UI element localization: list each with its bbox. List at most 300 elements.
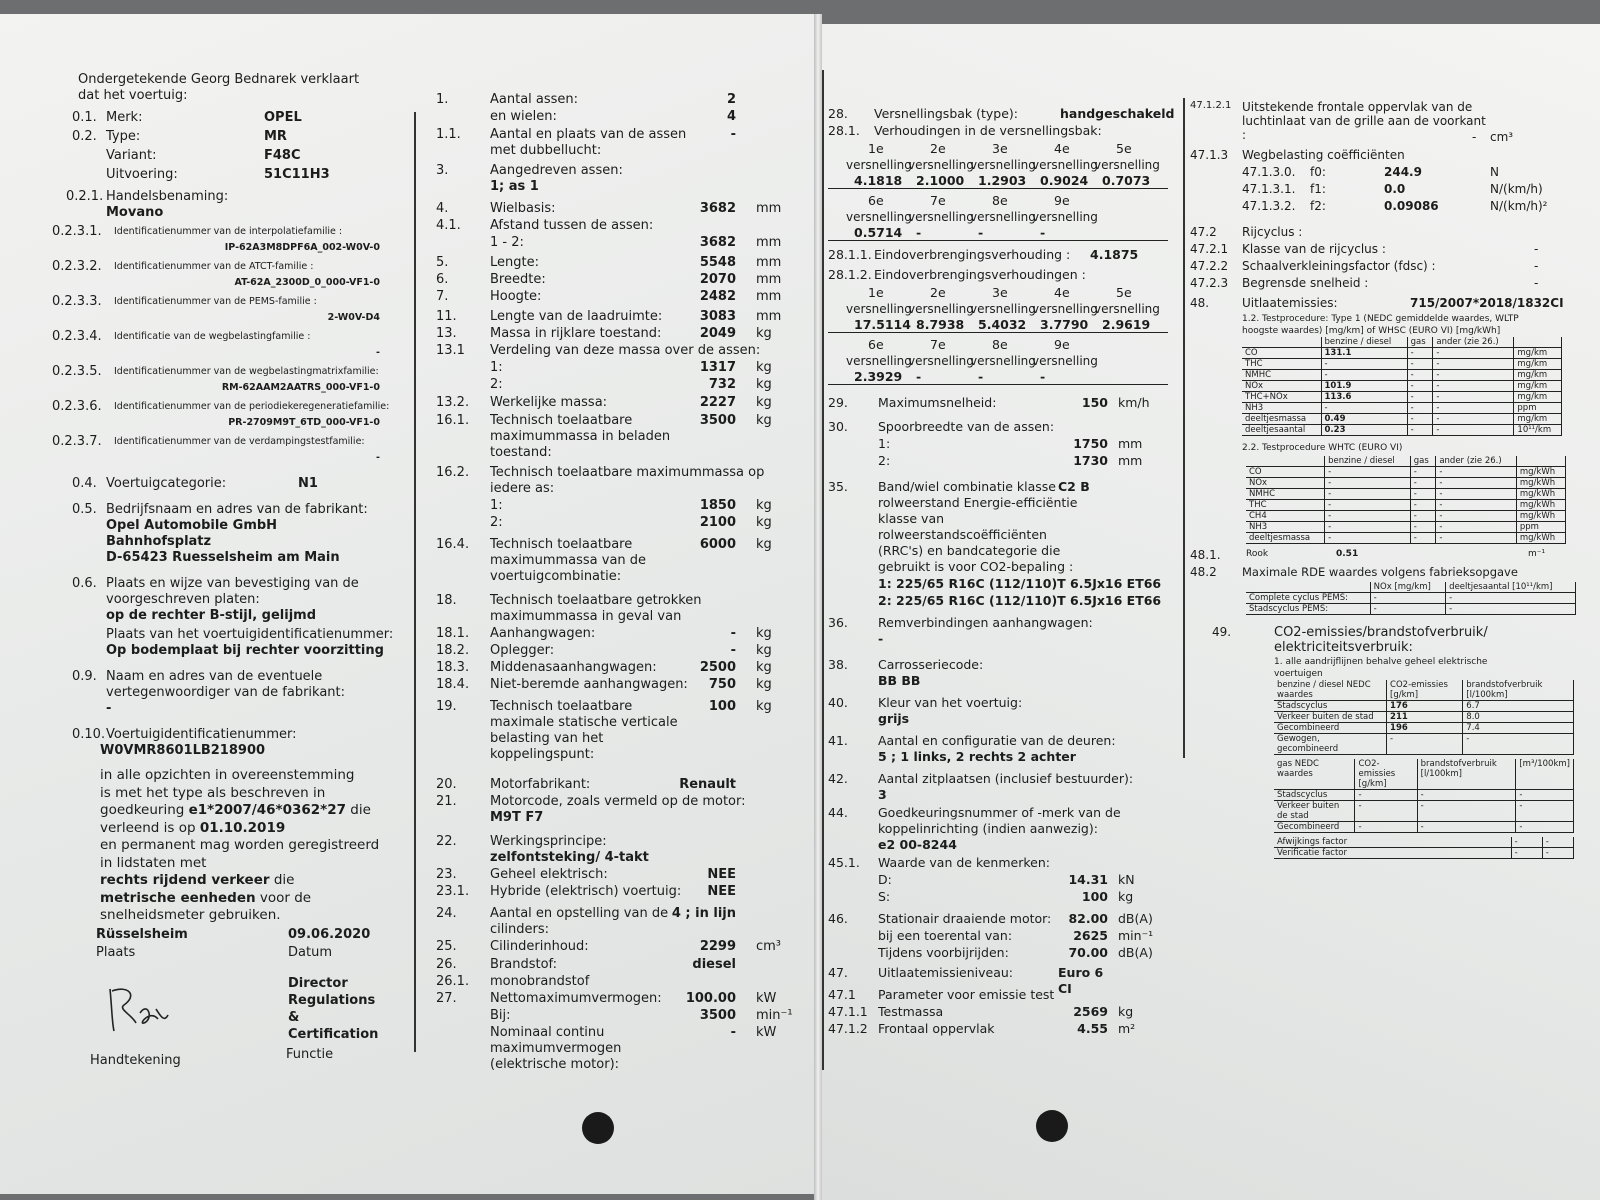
field-value: Opel Automobile GmbH bbox=[106, 518, 278, 533]
table-cell: - bbox=[1321, 359, 1407, 370]
date-label: Datum bbox=[288, 944, 332, 960]
gas-co2-table bbox=[1274, 759, 1574, 833]
spec-label: 1: bbox=[490, 360, 503, 375]
table-cell: - bbox=[1542, 837, 1573, 848]
table-cell: mg/kWh bbox=[1516, 467, 1565, 478]
gear-word: versnelling bbox=[908, 302, 974, 316]
spec-row bbox=[436, 991, 796, 1007]
spec-label: en wielen: bbox=[490, 109, 557, 124]
spec-label: Waarde van de kenmerken: bbox=[878, 855, 1050, 870]
field-label: Voertuigcategorie: bbox=[106, 476, 227, 491]
spec-number: 40. bbox=[828, 695, 848, 710]
table-cell: 10¹¹/km bbox=[1514, 425, 1562, 436]
table-cell: - bbox=[1410, 489, 1436, 500]
table-cell: - bbox=[1516, 822, 1574, 833]
gear-word: versnelling bbox=[846, 158, 912, 172]
spec-value: 2482 bbox=[699, 289, 736, 304]
field-row bbox=[48, 167, 398, 183]
table-cell: Verificatie factor bbox=[1274, 848, 1511, 859]
table-cell: mg/kWh bbox=[1516, 489, 1565, 500]
driving-cycle-row bbox=[1190, 225, 1580, 241]
function-label: Functie bbox=[286, 1046, 334, 1062]
spec-label: Massa in rijklare toestand: bbox=[490, 326, 662, 341]
spec-unit: m² bbox=[1118, 1021, 1136, 1036]
spec-unit: kW bbox=[756, 1025, 777, 1040]
spec-number: 18.3. bbox=[436, 660, 470, 675]
table-cell: - bbox=[1321, 370, 1407, 381]
spec-value: 4 bbox=[726, 109, 736, 124]
signature-block bbox=[48, 975, 398, 1075]
spec-row bbox=[436, 413, 796, 461]
spec-unit: kg bbox=[756, 498, 772, 513]
gear-word: versnelling bbox=[1032, 210, 1098, 224]
spec-number: 18.1. bbox=[436, 626, 470, 641]
table-cell: mg/km bbox=[1514, 414, 1562, 425]
gear-header: 6e bbox=[868, 337, 884, 352]
spec-unit: min⁻¹ bbox=[1118, 928, 1154, 943]
spec-row bbox=[436, 939, 796, 955]
table-header-cell bbox=[1516, 456, 1565, 467]
field-number: 0.2.1. bbox=[66, 189, 104, 204]
spec-row bbox=[436, 109, 796, 125]
spec-value: 100 bbox=[708, 699, 736, 714]
right-column bbox=[828, 106, 1175, 1038]
coefficient-row bbox=[1190, 182, 1580, 198]
spec-value: 2500 bbox=[699, 660, 736, 675]
table-header-cell: brandstofverbruik [l/100km] bbox=[1463, 680, 1574, 701]
spec-value: 3682 bbox=[699, 235, 736, 250]
table-header-cell bbox=[1246, 582, 1370, 593]
field-row bbox=[48, 502, 398, 566]
spec-unit: kg bbox=[1118, 1004, 1134, 1019]
table-row bbox=[1242, 381, 1562, 392]
table-cell: - bbox=[1410, 533, 1436, 544]
table-cell: CH4 bbox=[1246, 511, 1325, 522]
spec-row bbox=[436, 201, 796, 217]
gear-ratio-value: - bbox=[1040, 225, 1046, 240]
spec-row bbox=[436, 699, 796, 763]
spec-number: 3. bbox=[436, 163, 449, 178]
gear-header: 8e bbox=[992, 337, 1008, 352]
spec-number: 29. bbox=[828, 395, 848, 410]
table-cell: - bbox=[1436, 511, 1517, 522]
spec-row bbox=[828, 911, 1168, 927]
spec-row bbox=[436, 626, 796, 642]
gear-header: 1e bbox=[868, 285, 884, 300]
spec-number: 47. bbox=[828, 965, 848, 980]
field-value: IP-62A3M8DPF6A_002-W0V-0 bbox=[224, 242, 380, 253]
table-row bbox=[1246, 522, 1566, 533]
gear-header: 7e bbox=[930, 193, 946, 208]
spec-unit: kg bbox=[756, 677, 772, 692]
table-cell: - bbox=[1446, 593, 1576, 604]
table-cell: - bbox=[1433, 370, 1514, 381]
table-cell: - bbox=[1325, 511, 1411, 522]
spec-row bbox=[828, 1004, 1168, 1020]
field-row bbox=[48, 110, 398, 126]
table-row bbox=[1242, 414, 1562, 425]
spec-row bbox=[828, 987, 1168, 1003]
spec-value: 4.55 bbox=[1077, 1021, 1108, 1036]
spec-row bbox=[436, 218, 796, 234]
table-cell: 6.7 bbox=[1463, 701, 1574, 712]
spec-row bbox=[436, 395, 796, 411]
spec-label: Parameter voor emissie test bbox=[878, 987, 1055, 1002]
spec-value: 2070 bbox=[699, 272, 736, 287]
table-row bbox=[1246, 604, 1576, 615]
spec-label: Kleur van het voertuig: bbox=[878, 695, 1023, 710]
table-cell: - bbox=[1433, 403, 1514, 414]
spec-number: 26.1. bbox=[436, 974, 470, 989]
table-cell: - bbox=[1407, 392, 1433, 403]
spec-unit: mm bbox=[756, 201, 782, 216]
table-header-cell bbox=[1514, 337, 1562, 348]
spec-value: zelfontsteking/ 4-takt bbox=[490, 850, 649, 865]
spec-row bbox=[828, 695, 1168, 727]
spec-number: 11. bbox=[436, 309, 457, 324]
spec-label: Werkingsprincipe: bbox=[490, 834, 607, 849]
spec-row bbox=[436, 163, 796, 195]
spec-row bbox=[436, 326, 796, 342]
spec-label: 1: bbox=[490, 498, 503, 513]
spec-unit: kg bbox=[1118, 889, 1134, 904]
spec-label: Middenasaanhangwagen: bbox=[490, 660, 657, 675]
field-value: Bahnhofsplatz bbox=[106, 534, 212, 549]
spec-unit: kg bbox=[756, 699, 772, 714]
table-cell: - bbox=[1433, 392, 1514, 403]
field-label: Identificatienummer van de ATCT-familie : bbox=[114, 261, 314, 272]
table-cell: 113.6 bbox=[1321, 392, 1407, 403]
spec-value: 2100 bbox=[699, 515, 736, 530]
spec-row bbox=[828, 872, 1168, 888]
spec-row bbox=[436, 643, 796, 659]
spec-value: 70.00 bbox=[1068, 945, 1108, 960]
spec-row bbox=[828, 593, 1168, 609]
cycle-value: - bbox=[1534, 259, 1539, 273]
spec-value: C2 B bbox=[1058, 479, 1090, 494]
spec-label: Maximumsnelheid: bbox=[878, 395, 997, 410]
table-cell: - bbox=[1436, 533, 1517, 544]
spec-row bbox=[436, 377, 796, 393]
spec-label: 1 - 2: bbox=[490, 235, 524, 250]
table-header-cell: benzine / diesel NEDC waardes bbox=[1274, 680, 1387, 701]
coefficient-number: 47.1.3.1. bbox=[1242, 182, 1296, 196]
rde-title-row: 48.2 Maximale RDE waardes volgens fabrieksopgave bbox=[1190, 565, 1518, 579]
spec-value: 150 bbox=[1081, 395, 1108, 410]
spec-value: 1750 bbox=[1073, 436, 1108, 451]
whtc-title: 2.2. Testprocedure WHTC (EURO VI) bbox=[1242, 443, 1403, 453]
gear-ratio-value: 2.9619 bbox=[1102, 317, 1151, 332]
spec-number: 20. bbox=[436, 777, 457, 792]
spec-row bbox=[436, 289, 796, 305]
spec-unit: kN bbox=[1118, 872, 1135, 887]
table-cell: - bbox=[1417, 801, 1516, 822]
coefficient-number: 47.1.3.2. bbox=[1242, 199, 1296, 213]
table-header-row bbox=[1246, 456, 1566, 467]
field-label: Naam en adres van de eventuele vertegenwoordiger van de fabrikant: bbox=[106, 669, 346, 700]
table-cell: - bbox=[1325, 500, 1411, 511]
table-header-row bbox=[1274, 680, 1574, 701]
spec-unit: kg bbox=[756, 626, 772, 641]
cycle-value: - bbox=[1534, 242, 1539, 256]
field-row bbox=[48, 627, 398, 659]
table-cell: NMHC bbox=[1246, 489, 1325, 500]
spec-value: 2: 225/65 R16C (112/110)T 6.5Jx16 ET66 bbox=[878, 593, 1162, 608]
table-cell: - bbox=[1436, 500, 1517, 511]
spec-number: 47.1.1 bbox=[828, 1004, 868, 1019]
table-header-cell: benzine / diesel bbox=[1321, 337, 1407, 348]
spec-value: e2 00-8244 bbox=[878, 837, 957, 852]
spec-label: Aantal en plaats van de assen met dubbellucht: bbox=[490, 127, 687, 158]
co2-title-row: 49. CO2-emissies/brandstofverbruik/ elektriciteitsverbruik: bbox=[1212, 625, 1488, 655]
gear-ratio-value: - bbox=[978, 225, 984, 240]
table-cell: - bbox=[1325, 489, 1411, 500]
table-header-cell: deeltjesaantal [10¹¹/km] bbox=[1446, 582, 1576, 593]
field-value: - bbox=[106, 701, 112, 716]
spec-label: Motorfabrikant: bbox=[490, 777, 591, 792]
table-cell: - bbox=[1407, 359, 1433, 370]
spec-row bbox=[828, 733, 1168, 765]
spec-row bbox=[828, 576, 1168, 592]
spec-unit: dB(A) bbox=[1118, 945, 1153, 960]
spec-number: 1.1. bbox=[436, 127, 461, 142]
field-number: 0.4. bbox=[72, 476, 97, 491]
gear-word: versnelling bbox=[846, 354, 912, 368]
field-label: Identificatienummer van de interpolatiefamilie : bbox=[114, 226, 343, 237]
spec-row bbox=[828, 419, 1168, 435]
spec-unit: kW bbox=[756, 991, 777, 1006]
field-row bbox=[48, 399, 398, 431]
table-row bbox=[1246, 489, 1566, 500]
spec-number: 16.4. bbox=[436, 537, 470, 552]
field-label: Type: bbox=[106, 129, 141, 144]
gear-word: versnelling bbox=[970, 354, 1036, 368]
spec-label: Aantal assen: bbox=[490, 92, 579, 107]
spec-value: NEE bbox=[707, 867, 736, 882]
driving-cycle-row bbox=[1190, 259, 1580, 275]
spec-number: 26. bbox=[436, 957, 457, 972]
spec-number: 13.2. bbox=[436, 395, 470, 410]
gear-header: 9e bbox=[1054, 337, 1070, 352]
field-label: Bedrijfsnaam en adres van de fabrikant: bbox=[106, 502, 368, 517]
spec-value: 2569 bbox=[1073, 1004, 1108, 1019]
field-number: 0.2.3.4. bbox=[52, 329, 102, 344]
table-row bbox=[1242, 370, 1562, 381]
coefficient-name: f1: bbox=[1310, 182, 1326, 196]
spec-label: Hoogte: bbox=[490, 289, 542, 304]
spec-row bbox=[828, 479, 1168, 575]
spec-number: 25. bbox=[436, 939, 457, 954]
table-header-cell: benzine / diesel bbox=[1325, 456, 1411, 467]
field-row bbox=[48, 329, 398, 361]
table-cell: mg/km bbox=[1514, 381, 1562, 392]
table-cell: 101.9 bbox=[1321, 381, 1407, 392]
spec-label: Brandstof: bbox=[490, 957, 558, 972]
spec-number: 5. bbox=[436, 255, 449, 270]
spec-value: 5 ; 1 links, 2 rechts 2 achter bbox=[878, 749, 1076, 764]
table-header-cell bbox=[1242, 337, 1321, 348]
spec-number: 42. bbox=[828, 771, 848, 786]
punch-hole-left bbox=[582, 1112, 614, 1144]
table-row bbox=[1246, 500, 1566, 511]
table-cell: - bbox=[1370, 604, 1446, 615]
table-cell: Gewogen, gecombineerd bbox=[1274, 734, 1387, 755]
ratios-row: 28.1. Verhoudingen in de versnellingsbak: bbox=[828, 123, 1102, 138]
table-header-row bbox=[1274, 759, 1574, 790]
cycle-label: Schaalverkleiningsfactor (fdsc) : bbox=[1242, 259, 1436, 273]
spec-unit: kg bbox=[756, 395, 772, 410]
spec-unit: mm bbox=[1118, 453, 1143, 468]
left-column bbox=[48, 72, 398, 1075]
spec-unit: kg bbox=[756, 326, 772, 341]
gear-header: 3e bbox=[992, 141, 1008, 156]
spec-number: 44. bbox=[828, 805, 848, 820]
spec-number: 18.4. bbox=[436, 677, 470, 692]
table-row bbox=[1274, 848, 1574, 859]
table-cell: NH3 bbox=[1242, 403, 1321, 414]
spec-row bbox=[436, 884, 796, 900]
signature-label: Handtekening bbox=[90, 1052, 181, 1068]
test-procedure-title: 1.2. Testprocedure: Type 1 (NEDC gemiddelde waardes, WLTP hoogste waardes) [mg/km] of WHSC (EURO VI) [mg/kWh] bbox=[1242, 314, 1519, 336]
spec-number: 47.1 bbox=[828, 987, 856, 1002]
spec-label: Tijdens voorbijrijden: bbox=[878, 945, 1009, 960]
spec-value: 3 bbox=[878, 787, 887, 802]
table-cell: - bbox=[1463, 734, 1574, 755]
spec-number: 36. bbox=[828, 615, 848, 630]
spec-unit: kg bbox=[756, 413, 772, 428]
spec-label: Goedkeuringsnummer of -merk van de koppelinrichting (indien aanwezig): bbox=[878, 805, 1121, 836]
spec-value: 5548 bbox=[699, 255, 736, 270]
table-cell: - bbox=[1446, 604, 1576, 615]
gear-word: versnelling bbox=[1032, 354, 1098, 368]
field-label: Identificatie van de wegbelastingfamilie : bbox=[114, 331, 311, 342]
table-cell: Verkeer buiten de stad bbox=[1274, 801, 1355, 822]
table-cell: - bbox=[1516, 801, 1574, 822]
table-cell: - bbox=[1417, 822, 1516, 833]
field-value: - bbox=[376, 452, 380, 463]
table-header-cell: ander (zie 26.) bbox=[1436, 456, 1517, 467]
spec-label: Cilinderinhoud: bbox=[490, 939, 589, 954]
gear-word: versnelling bbox=[970, 302, 1036, 316]
spec-row bbox=[436, 235, 796, 251]
table-cell: - bbox=[1511, 837, 1542, 848]
table-row bbox=[1242, 392, 1562, 403]
gear-word: versnelling bbox=[1094, 158, 1160, 172]
spec-row bbox=[828, 855, 1168, 871]
spec-unit: kg bbox=[756, 643, 772, 658]
gear-ratio-value: 5.4032 bbox=[978, 317, 1027, 332]
field-label: Identificatienummer van de PEMS-familie : bbox=[114, 296, 317, 307]
spec-row bbox=[436, 867, 796, 883]
coefficient-unit: N/(km/h) bbox=[1490, 182, 1543, 196]
gear-header: 7e bbox=[930, 337, 946, 352]
driving-cycle-row bbox=[1190, 276, 1580, 292]
table-header-cell: [m³/100km] bbox=[1516, 759, 1574, 790]
spec-unit: kg bbox=[756, 377, 772, 392]
spec-value: 3500 bbox=[699, 413, 736, 428]
field-row bbox=[48, 259, 398, 291]
table-cell: deeltjesmassa bbox=[1246, 533, 1325, 544]
field-label: Variant: bbox=[106, 148, 157, 163]
gear-word: versnelling bbox=[908, 158, 974, 172]
table-cell: - bbox=[1355, 822, 1417, 833]
field-number: 0.2.3.5. bbox=[52, 364, 102, 379]
field-label: Identificatienummer van de periodiekeregeneratiefamilie: bbox=[114, 401, 390, 412]
table-cell: ppm bbox=[1516, 522, 1565, 533]
spec-label: monobrandstof bbox=[490, 974, 590, 989]
table-cell: - bbox=[1410, 478, 1436, 489]
spec-label: Band/wiel combinatie klasse rolweerstand Energie-efficiëntie klasse van rolweerstandscoëfficiënten (RRC's) en bandcategorie die gebruikt is voor CO2-bepaling : bbox=[878, 479, 1078, 574]
table-row bbox=[1246, 467, 1566, 478]
spec-row bbox=[436, 677, 796, 693]
place-label: Plaats bbox=[96, 944, 136, 960]
spec-number: 19. bbox=[436, 699, 457, 714]
spec-number: 4.1. bbox=[436, 218, 461, 233]
spec-number: 47.1.2 bbox=[828, 1021, 868, 1036]
field-value: 2-W0V-D4 bbox=[327, 312, 380, 323]
spec-label: 1: bbox=[878, 436, 891, 451]
spec-label: Geheel elektrisch: bbox=[490, 867, 608, 882]
table-row bbox=[1274, 723, 1574, 734]
gear-word: versnelling bbox=[846, 210, 912, 224]
spec-value: 6000 bbox=[699, 537, 736, 552]
spec-unit: kg bbox=[756, 537, 772, 552]
table-cell: - bbox=[1407, 425, 1433, 436]
spec-unit: cm³ bbox=[756, 939, 782, 954]
field-row bbox=[48, 576, 398, 624]
field-row bbox=[48, 189, 398, 221]
coefficient-row bbox=[1190, 199, 1580, 215]
table-row bbox=[1274, 837, 1574, 848]
field-value: MR bbox=[264, 129, 287, 144]
spec-value: - bbox=[730, 1025, 736, 1040]
spec-unit: km/h bbox=[1118, 395, 1150, 410]
table-cell: CO bbox=[1246, 467, 1325, 478]
spec-row bbox=[436, 906, 796, 938]
spec-row bbox=[436, 660, 796, 676]
table-cell: - bbox=[1321, 403, 1407, 414]
table-cell: - bbox=[1433, 348, 1514, 359]
spec-unit: min⁻¹ bbox=[756, 1008, 793, 1023]
cycle-number: 47.2.2 bbox=[1190, 259, 1229, 273]
field-row bbox=[48, 669, 398, 717]
spec-row bbox=[436, 127, 796, 159]
table-cell: 8.0 bbox=[1463, 712, 1574, 723]
spec-number: 38. bbox=[828, 657, 848, 672]
field-value: W0VMR8601LB218900 bbox=[100, 743, 266, 758]
table-cell: - bbox=[1433, 381, 1514, 392]
spec-label: Technisch toelaatbare maximummassa van de voertuigcombinatie: bbox=[490, 537, 647, 584]
spec-number: 35. bbox=[828, 479, 848, 494]
spec-row bbox=[436, 1025, 796, 1073]
field-label: Identificatienummer van de verdampingstestfamilie: bbox=[114, 436, 365, 447]
table-cell: - bbox=[1433, 414, 1514, 425]
field-label: Voertuigidentificatienummer: bbox=[106, 727, 297, 742]
gear-word: versnelling bbox=[908, 354, 974, 368]
gear-header: 1e bbox=[868, 141, 884, 156]
gear-word: versnelling bbox=[970, 158, 1036, 172]
spec-row bbox=[436, 974, 796, 990]
spec-unit: mm bbox=[756, 309, 782, 324]
table-cell: - bbox=[1410, 467, 1436, 478]
coefficient-value: 244.9 bbox=[1384, 165, 1422, 179]
spec-number: 1. bbox=[436, 92, 449, 107]
final-drive-row: 28.1.1. Eindoverbrengingsverhouding : 4.1875 bbox=[828, 247, 1139, 262]
gear-ratio-value: 3.7790 bbox=[1040, 317, 1089, 332]
spec-row bbox=[436, 498, 796, 514]
table-cell: - bbox=[1433, 425, 1514, 436]
table-cell: - bbox=[1407, 403, 1433, 414]
